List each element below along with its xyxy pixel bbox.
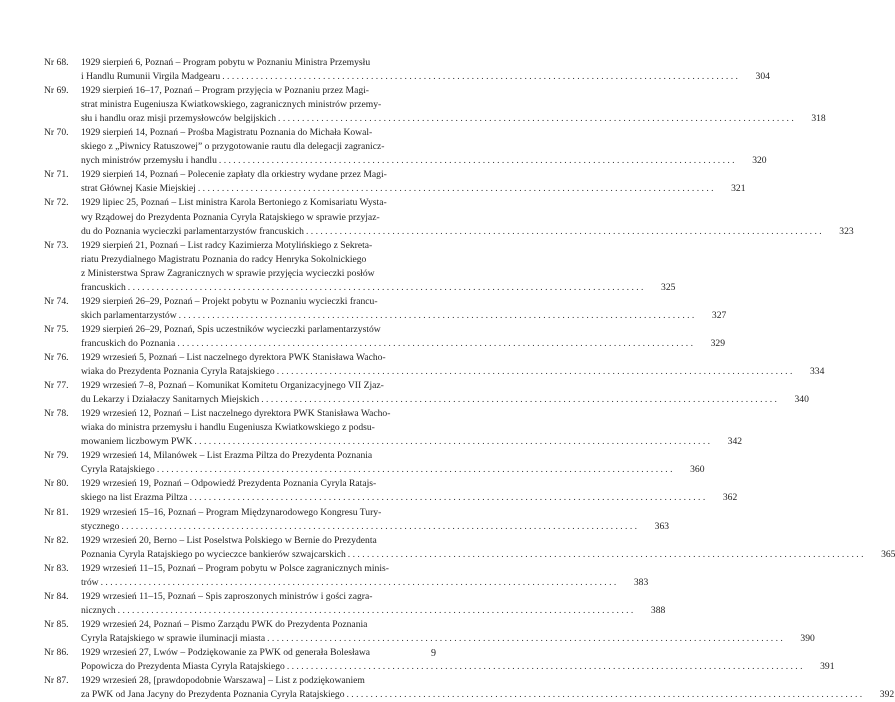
entry-number: Nr 84. <box>44 590 69 602</box>
entry-line-text: za PWK od Jana Jacyny do Prezydenta Poznania Cyryla Ratajskiego <box>81 689 345 701</box>
entry-line-text: 1929 wrzesień 15–16, Poznań – Program Międzynarodowego Kongresu Tury- <box>81 506 382 518</box>
toc-entry <box>44 84 826 126</box>
dot-leader <box>345 688 863 702</box>
entry-line-text: du Lekarzy i Działaczy Sanitarnych Miejskich <box>81 394 260 406</box>
page-reference: 340 <box>794 394 809 406</box>
entry-line <box>81 70 770 84</box>
entry-line <box>81 225 854 239</box>
dot-leader <box>188 491 706 505</box>
entry-line <box>81 267 440 281</box>
entry-line-text: wy Rządowej do Prezydenta Poznania Cyryla Ratajskiego w sprawie przyjaz- <box>81 211 380 223</box>
entry-line <box>81 182 746 196</box>
toc-entry <box>44 562 649 590</box>
entry-number: Nr 72. <box>44 197 69 209</box>
entry-description <box>81 56 770 84</box>
dot-leader <box>196 182 714 196</box>
page-reference: 327 <box>711 309 727 321</box>
toc-entry <box>44 56 770 84</box>
entry-line-text: nicznych <box>81 604 116 616</box>
entry-line <box>81 674 440 688</box>
entry-description <box>81 126 767 168</box>
toc-entry <box>44 323 725 351</box>
entry-line-text: Popowicza do Prezydenta Miasta Cyryla Ratajskiego <box>81 661 285 673</box>
page-reference: 334 <box>809 366 825 378</box>
entry-number: Nr 68. <box>44 57 69 68</box>
entry-line-text: 1929 sierpień 6, Poznań – Program pobytu w Poznaniu Ministra Przemysłu <box>81 57 371 68</box>
entry-line <box>81 632 815 646</box>
page-reference: 383 <box>633 576 649 588</box>
entry-description <box>81 506 670 534</box>
toc-entry <box>44 449 705 477</box>
entry-line-text: trów <box>81 576 99 588</box>
page-reference: 329 <box>710 337 725 349</box>
page-reference: 304 <box>755 71 770 83</box>
page-reference: 388 <box>650 604 666 616</box>
entry-line <box>81 323 440 337</box>
entry-line <box>81 253 440 267</box>
entry-line-text: 1929 wrzesień 11–15, Poznań – Program pobytu w Polsce zagranicznych minis- <box>81 562 389 574</box>
entry-number: Nr 77. <box>44 380 69 392</box>
entry-number: Nr 73. <box>44 239 69 251</box>
entry-line-text: mowaniem liczbowym PWK <box>81 436 193 448</box>
entry-line <box>81 477 440 491</box>
toc-entry <box>44 351 825 379</box>
entry-line-text: 1929 sierpień 26–29, Poznań – Projekt pobytu w Poznaniu wycieczki francu- <box>81 295 378 307</box>
entry-line-text: 1929 wrzesień 20, Berno – List Poselstwa Polskiego w Bernie do Prezydenta <box>81 534 377 546</box>
toc-entry <box>44 239 676 295</box>
entry-line-text: 1929 wrzesień 5, Poznań – List naczelnego dyrektora PWK Stanisława Wacho- <box>81 351 386 363</box>
entry-number: Nr 83. <box>44 562 69 574</box>
entry-line <box>81 56 440 70</box>
entry-number: Nr 80. <box>44 478 69 490</box>
toc-entry <box>44 618 815 646</box>
toc-entry <box>44 379 809 407</box>
entry-number: Nr 78. <box>44 408 69 420</box>
entry-line <box>81 126 440 140</box>
toc-entry <box>44 407 743 449</box>
dot-leader <box>217 154 735 168</box>
toc-entry <box>44 168 746 196</box>
entry-number: Nr 87. <box>44 675 69 687</box>
page-reference: 321 <box>731 183 746 195</box>
entry-line <box>81 365 825 379</box>
entry-description <box>81 351 825 379</box>
page-reference: 342 <box>727 436 743 448</box>
entry-number: Nr 79. <box>44 450 69 462</box>
toc-entry <box>44 590 666 618</box>
dot-leader <box>285 660 803 674</box>
page-reference: 362 <box>722 492 738 504</box>
entry-line <box>81 688 895 702</box>
entry-line <box>81 435 743 449</box>
entry-line <box>81 576 649 590</box>
entry-description <box>81 379 809 407</box>
entry-line-text: Cyryla Ratajskiego <box>81 464 155 476</box>
entry-number: Nr 71. <box>44 169 69 181</box>
entry-line <box>81 590 440 604</box>
toc-entry <box>44 126 767 168</box>
dot-leader <box>259 393 777 407</box>
entry-line <box>81 421 440 435</box>
entry-line-text: strat Głównej Kasie Miejskiej <box>81 183 196 195</box>
entry-line-text: Poznania Cyryla Ratajskiego po wycieczce bankierów szwajcarskich <box>81 548 346 560</box>
entry-line <box>81 506 440 520</box>
entry-description <box>81 590 666 618</box>
dot-leader <box>346 548 864 562</box>
entry-number: Nr 85. <box>44 618 69 630</box>
dot-leader <box>275 365 793 379</box>
entry-description <box>81 562 649 590</box>
entry-line-text: 1929 sierpień 26–29, Poznań, Spis uczestników wycieczki parlamentarzystów <box>81 323 381 335</box>
dot-leader <box>192 435 710 449</box>
entry-description <box>81 168 746 196</box>
toc-entry <box>44 534 895 562</box>
entry-line <box>81 309 727 323</box>
dot-leader <box>220 70 738 84</box>
entry-line-text: 1929 sierpień 14, Poznań – Prośba Magistratu Poznania do Michała Kowal- <box>81 127 373 139</box>
toc-entry <box>44 295 727 323</box>
entry-description <box>81 477 738 505</box>
entry-line <box>81 646 440 660</box>
entry-line-text: 1929 sierpień 21, Poznań – List radcy Kazimierza Motylińskiego z Sekreta- <box>81 239 373 251</box>
entry-line-text: skiego na list Erazma Piltza <box>81 492 188 504</box>
entry-line <box>81 491 738 505</box>
entry-line <box>81 196 440 210</box>
entry-number: Nr 74. <box>44 295 69 307</box>
entry-number: Nr 82. <box>44 534 69 546</box>
entry-description <box>81 646 835 674</box>
entry-line-text: 1929 wrzesień 19, Poznań – Odpowiedź Prezydenta Poznania Cyryla Ratajs- <box>81 478 377 490</box>
entry-line <box>81 337 725 351</box>
entry-description <box>81 407 743 449</box>
page-reference: 318 <box>811 113 826 125</box>
entry-description <box>81 84 826 126</box>
entry-line-text: strat ministra Eugeniusza Kwiatkowskiego, zagranicznych ministrów przemy- <box>81 99 382 111</box>
dot-leader <box>265 632 783 646</box>
entry-number: Nr 69. <box>44 85 69 97</box>
dot-leader <box>177 309 695 323</box>
dot-leader <box>99 576 617 590</box>
entry-number: Nr 75. <box>44 323 69 335</box>
entry-line <box>81 618 440 632</box>
toc-entry <box>44 477 738 505</box>
entry-line-text: riatu Prezydialnego Magistratu Poznania do radcy Henryka Sokolnickiego <box>81 253 367 265</box>
page-reference: 391 <box>820 661 835 673</box>
entry-line-text: skich parlamentarzystów <box>81 309 177 321</box>
entry-line <box>81 98 440 112</box>
page-reference: 320 <box>752 155 767 167</box>
entry-line <box>81 463 705 477</box>
dot-leader <box>155 463 673 477</box>
entry-description <box>81 196 854 238</box>
page-reference: 323 <box>839 225 854 237</box>
dot-leader <box>276 112 794 126</box>
table-of-contents <box>44 56 895 702</box>
entry-line <box>81 351 440 365</box>
dot-leader <box>175 337 693 351</box>
entry-line <box>81 140 440 154</box>
entry-line <box>81 281 676 295</box>
entry-line <box>81 393 809 407</box>
entry-description <box>81 239 676 295</box>
entry-line-text: stycznego <box>81 520 120 532</box>
entry-line-text: 1929 wrzesień 24, Poznań – Pismo Zarządu PWK do Prezydenta Poznania <box>81 618 368 630</box>
entry-description <box>81 618 815 646</box>
page-reference: 360 <box>690 464 705 476</box>
entry-line <box>81 534 440 548</box>
page-reference: 325 <box>661 281 676 293</box>
entry-line-text: słu i handlu oraz misji przemysłowców belgijskich <box>81 113 277 125</box>
page-reference: 390 <box>800 632 815 644</box>
entry-line <box>81 520 670 534</box>
entry-line-text: i Handlu Rumunii Virgila Madgearu <box>81 71 221 83</box>
entry-number: Nr 86. <box>44 646 69 658</box>
toc-entry <box>44 506 670 534</box>
entry-line-text: 1929 wrzesień 27, Lwów – Podziękowanie za PWK od generała Bolesława <box>81 646 371 658</box>
entry-line <box>81 449 440 463</box>
entry-line <box>81 168 440 182</box>
entry-line <box>81 112 826 126</box>
page-reference: 392 <box>879 689 895 701</box>
entry-line <box>81 239 440 253</box>
entry-line <box>81 548 895 562</box>
entry-line-text: Cyryla Ratajskiego w sprawie iluminacji miasta <box>81 632 266 644</box>
entry-description <box>81 323 725 351</box>
entry-line-text: 1929 wrzesień 14, Milanówek – List Erazma Piltza do Prezydenta Poznania <box>81 450 373 462</box>
toc-entry <box>44 646 835 674</box>
entry-description <box>81 295 727 323</box>
entry-line <box>81 379 440 393</box>
entry-line <box>81 295 440 309</box>
entry-line <box>81 407 440 421</box>
entry-description <box>81 534 895 562</box>
entry-line <box>81 604 666 618</box>
entry-number: Nr 70. <box>44 127 69 139</box>
entry-line <box>81 154 767 168</box>
entry-line-text: skiego z „Piwnicy Ratuszowej” o przygotowanie rautu dla delegacji zagranicz- <box>81 141 385 153</box>
entry-line-text: francuskich <box>81 281 126 293</box>
entry-line-text: francuskich do Poznania <box>81 337 176 349</box>
entry-line <box>81 84 440 98</box>
entry-description <box>81 674 895 702</box>
page-reference: 365 <box>881 548 895 560</box>
entry-description <box>81 449 705 477</box>
dot-leader <box>304 225 822 239</box>
entry-line-text: z Ministerstwa Spraw Zagranicznych w sprawie przyjęcia wycieczki posłów <box>81 267 375 279</box>
entry-number: Nr 76. <box>44 351 69 363</box>
entry-line <box>81 660 835 674</box>
entry-line-text: wiaka do ministra przemysłu i handlu Eugeniusza Kwiatkowskiego z podsu- <box>81 422 375 434</box>
entry-line-text: 1929 sierpień 14, Poznań – Polecenie zapłaty dla orkiestry wydane przez Magi- <box>81 169 387 181</box>
entry-line <box>81 562 440 576</box>
entry-line-text: 1929 wrzesień 7–8, Poznań – Komunikat Komitetu Organizacyjnego VII Zjaz- <box>81 380 384 392</box>
entry-line-text: 1929 wrzesień 12, Poznań – List naczelnego dyrektora PWK Stanisława Wacho- <box>81 408 391 420</box>
entry-line-text: 1929 sierpień 16–17, Poznań – Program przyjęcia w Poznaniu przez Magi- <box>81 85 369 97</box>
entry-line-text: 1929 wrzesień 11–15, Poznań – Spis zaproszonych ministrów i gości zagra- <box>81 590 373 602</box>
entry-line-text: wiaka do Prezydenta Poznania Cyryla Ratajskiego <box>81 366 275 378</box>
entry-number: Nr 81. <box>44 506 69 518</box>
dot-leader <box>119 520 637 534</box>
entry-line <box>81 211 440 225</box>
dot-leader <box>126 281 644 295</box>
toc-entry <box>44 196 854 238</box>
entry-line-text: 1929 wrzesień 28, [prawdopodobnie Warszawa] – List z podziękowaniem <box>81 675 365 687</box>
entry-line-text: 1929 lipiec 25, Poznań – List ministra Karola Bertoniego z Komisariatu Wysta- <box>81 197 387 209</box>
page-reference: 363 <box>654 520 670 532</box>
dot-leader <box>116 604 634 618</box>
entry-line-text: nych ministrów przemysłu i handlu <box>81 155 217 167</box>
page-number: 9 <box>431 648 436 659</box>
toc-entry <box>44 674 895 702</box>
entry-line-text: du do Poznania wycieczki parlamentarzystów francuskich <box>81 225 304 237</box>
